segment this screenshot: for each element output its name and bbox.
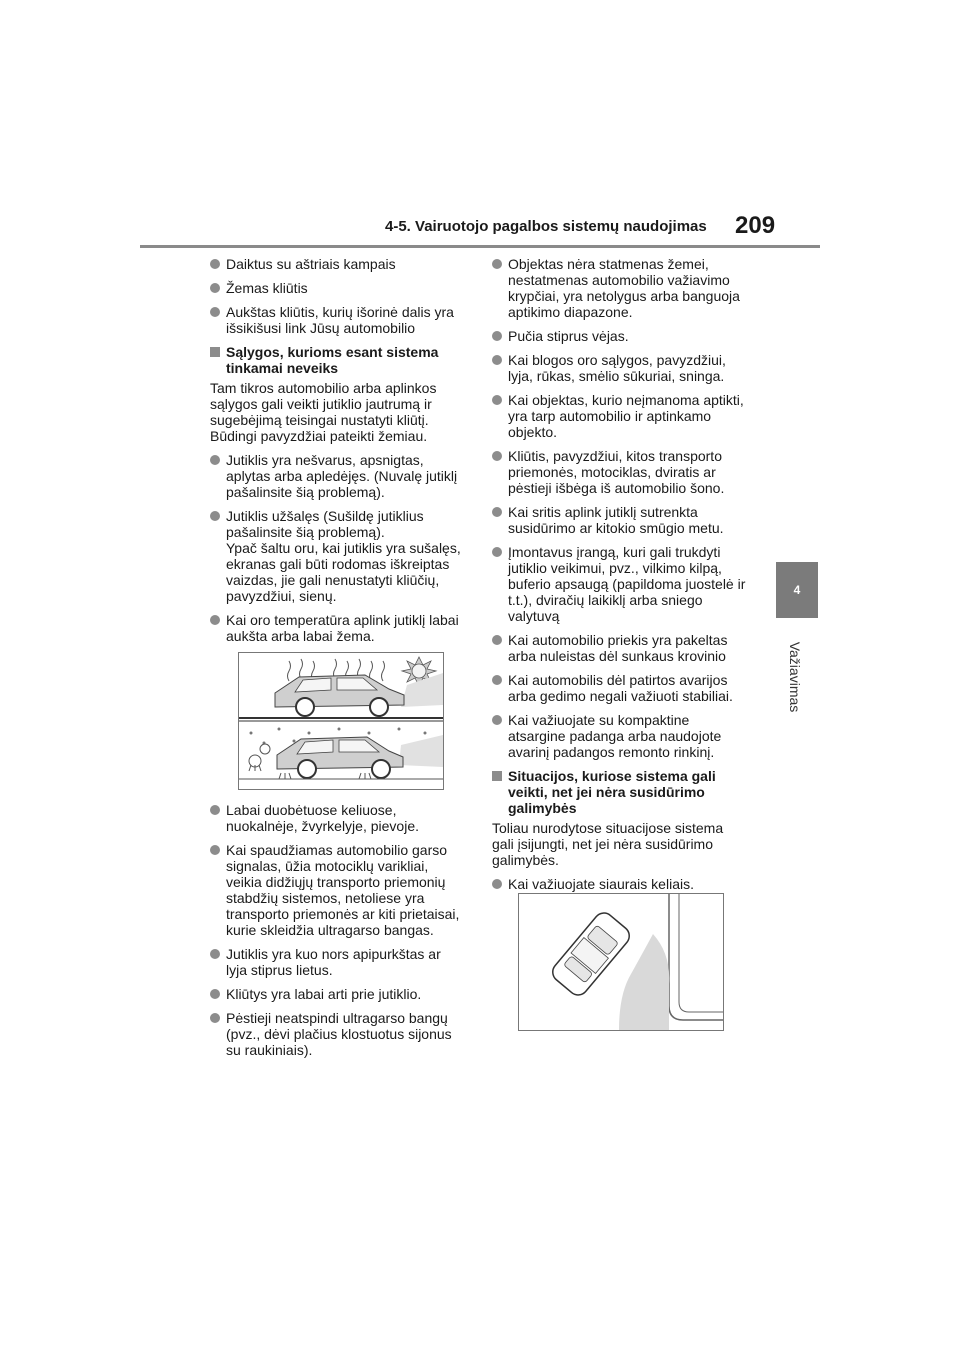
bullet-item xyxy=(210,842,458,938)
text-line: aptikimo diapazone. xyxy=(508,304,633,320)
text-line: Labai duobėtuose keliuose, xyxy=(226,802,397,818)
bullet-icon xyxy=(210,455,220,465)
bullet-icon xyxy=(492,507,502,517)
text-line: atsargine padanga arba naudojote xyxy=(508,728,722,744)
bullet-item xyxy=(210,508,461,604)
text-line: su raukiniais). xyxy=(226,1042,313,1058)
text-line: Pėstieji neatspindi ultragarso bangų xyxy=(226,1010,448,1026)
text-line: Objektas nėra statmenas žemei, xyxy=(508,256,709,272)
bullet-item xyxy=(492,876,740,892)
text-line: pašalinsite šią problemą). xyxy=(226,524,385,540)
section-square-icon xyxy=(210,347,220,357)
text-line: t.t.), dviračių laikiklį arba sniego xyxy=(508,592,703,608)
bullet-item xyxy=(492,712,740,760)
bullet-icon xyxy=(492,879,502,889)
bullet-icon xyxy=(492,331,502,341)
text-line: arba gedimo negali važiuoti stabiliai. xyxy=(508,688,733,704)
text-line: aukšta arba labai žema. xyxy=(226,628,375,644)
bullet-item xyxy=(210,256,458,272)
bullet-item xyxy=(210,946,458,978)
text-line: avarinį padangos remonto rinkinį. xyxy=(508,744,715,760)
text-line: transporto priemonės ar kiti prietaisai, xyxy=(226,906,460,922)
bullet-item xyxy=(492,544,746,624)
bullet-icon xyxy=(492,355,502,365)
text-line: Kai blogos oro sąlygos, pavyzdžiui, xyxy=(508,352,726,368)
text-line: pėstieji išbėga iš automobilio šono. xyxy=(508,480,725,496)
page-number: 209 xyxy=(735,212,776,239)
text-line: Situacijos, kuriose sistema gali xyxy=(508,768,716,784)
text-line: objekto. xyxy=(508,424,558,440)
paragraph xyxy=(210,380,458,444)
section-heading xyxy=(210,344,458,376)
text-line: Sąlygos, kurioms esant sistema xyxy=(226,344,439,360)
bullet-icon xyxy=(492,715,502,725)
text-line: Aukštas kliūtis, kurių išorinė dalis yra xyxy=(226,304,454,320)
bullet-item xyxy=(210,802,458,834)
text-line: Jutiklis yra kuo nors apipurkštas ar xyxy=(226,946,441,962)
section-heading xyxy=(492,768,740,816)
bullet-item xyxy=(492,632,740,664)
bullet-item xyxy=(210,452,458,500)
bullet-icon xyxy=(210,949,220,959)
header-rule xyxy=(140,245,820,248)
text-line: galimybės. xyxy=(492,852,559,868)
bullet-icon xyxy=(492,547,502,557)
car-sensor-illustration xyxy=(239,653,443,789)
text-line: Kai sritis aplink jutiklį sutrenkta xyxy=(508,504,698,520)
illustration-dirty-frozen-sensor xyxy=(238,652,444,790)
text-line: jutiklio veikimui, pvz., vilkimo kilpą, xyxy=(508,560,722,576)
section-square-icon xyxy=(492,771,502,781)
text-line: aplytas arba apledėjęs. (Nuvalę jutiklį xyxy=(226,468,458,484)
bullet-icon xyxy=(210,845,220,855)
bullet-item xyxy=(492,672,740,704)
text-line: lyja, rūkas, smėlio sūkuriai, sninga. xyxy=(508,368,725,384)
bullet-icon xyxy=(492,675,502,685)
bullet-icon xyxy=(492,635,502,645)
text-line: Daiktus su aštriais kampais xyxy=(226,256,396,272)
text-line: gali įsijungti, net jei nėra susidūrimo xyxy=(492,836,713,852)
bullet-icon xyxy=(210,615,220,625)
bullet-item xyxy=(492,352,740,384)
bullet-item xyxy=(492,256,740,320)
bullet-icon xyxy=(210,307,220,317)
text-line: Kliūtis, pavyzdžiui, kitos transporto xyxy=(508,448,722,464)
text-line: Ypač šaltu oru, kai jutiklis yra sušalęs, xyxy=(226,540,461,556)
text-line: yra tarp automobilio ir aptinkamo xyxy=(508,408,712,424)
text-line: išsikišusi link Jūsų automobilio xyxy=(226,320,416,336)
paragraph xyxy=(492,820,740,868)
text-line: pavyzdžiui, sienų. xyxy=(226,588,337,604)
text-line: pašalinsite šią problemą). xyxy=(226,484,385,500)
text-line: Kai objektas, kurio neįmanoma aptikti, xyxy=(508,392,744,408)
text-line: susidūrimo ar kitokio smūgio metu. xyxy=(508,520,724,536)
text-line: ekranas gali būti rodomas iškreiptas xyxy=(226,556,450,572)
text-line: nuokalnėje, žvyrkelyje, pievoje. xyxy=(226,818,419,834)
bullet-item xyxy=(210,986,458,1002)
text-line: kurie skleidžia ultragarso bangas. xyxy=(226,922,434,938)
chapter-title: 4-5. Vairuotojo pagalbos sistemų naudojimas xyxy=(385,218,707,235)
text-line: arba nuleistas dėl sunkaus krovinio xyxy=(508,648,726,664)
text-line: tinkamai neveiks xyxy=(226,360,339,376)
text-line: Kai važiuojate su kompaktine xyxy=(508,712,690,728)
chapter-side-label: Važiavimas xyxy=(787,641,803,713)
text-line: Žemas kliūtis xyxy=(226,280,308,296)
bullet-icon xyxy=(210,1013,220,1023)
bullet-icon xyxy=(492,451,502,461)
text-line: Būdingi pavyzdžiai pateikti žemiau. xyxy=(210,428,428,444)
bullet-icon xyxy=(210,259,220,269)
bullet-item xyxy=(210,612,458,644)
text-line: lyja stiprus lietus. xyxy=(226,962,333,978)
text-line: Jutiklis užšalęs (Sušildę jutiklius xyxy=(226,508,424,524)
text-line: Pučia stiprus vėjas. xyxy=(508,328,629,344)
text-line: (pvz., dėvi plačius klostuotus sijonus xyxy=(226,1026,452,1042)
bullet-item xyxy=(492,504,740,536)
text-line: krypčiai, yra netolygus arba banguoja xyxy=(508,288,740,304)
chapter-tab[interactable] xyxy=(776,562,818,618)
text-line: sugebėjimą teisingai nustatyti kliūtį. xyxy=(210,412,429,428)
bullet-icon xyxy=(492,395,502,405)
text-line: Jutiklis yra nešvarus, apsnigtas, xyxy=(226,452,424,468)
bullet-icon xyxy=(210,511,220,521)
text-line: Kai spaudžiamas automobilio garso xyxy=(226,842,448,858)
text-line: veikti, net jei nėra susidūrimo xyxy=(508,784,705,800)
text-line: signalas, ūžia motociklų varikliai, xyxy=(226,858,429,874)
chapter-tab-number: 4 xyxy=(793,583,801,597)
text-line: Įmontavus įrangą, kuri gali trukdyti xyxy=(508,544,721,560)
bullet-item xyxy=(492,328,740,344)
text-line: veikia didžiųjų transporto priemonių xyxy=(226,874,446,890)
right-column xyxy=(492,256,746,900)
text-line: Kai automobilis dėl patirtos avarijos xyxy=(508,672,728,688)
bullet-item xyxy=(492,448,740,496)
illustration-narrow-road xyxy=(518,893,724,1031)
text-line: Kai automobilio priekis yra pakeltas xyxy=(508,632,728,648)
bullet-item xyxy=(210,304,458,336)
text-line: Tam tikros automobilio arba aplinkos xyxy=(210,380,437,396)
text-line: Kliūtys yra labai arti prie jutiklio. xyxy=(226,986,422,1002)
text-line: priemonės, motociklas, dviratis ar xyxy=(508,464,716,480)
bullet-item xyxy=(492,392,744,440)
bullet-item xyxy=(210,280,458,296)
text-line: nestatmenas automobilio važiavimo xyxy=(508,272,730,288)
text-line: sąlygos gali veikti jutiklio jautrumą ir xyxy=(210,396,432,412)
bullet-icon xyxy=(492,259,502,269)
bullet-icon xyxy=(210,283,220,293)
text-line: Toliau nurodytose situacijose sistema xyxy=(492,820,724,836)
text-line: buferio apsaugą (papildoma juostelė ir xyxy=(508,576,746,592)
bullet-icon xyxy=(210,805,220,815)
text-line: Kai oro temperatūra aplink jutiklį labai xyxy=(226,612,459,628)
text-line: valytuvą xyxy=(508,608,560,624)
text-line: stabdžių sistemos, netoliese yra xyxy=(226,890,425,906)
text-line: Kai važiuojate siaurais keliais. xyxy=(508,876,694,892)
text-line: galimybės xyxy=(508,800,577,816)
narrow-road-illustration xyxy=(519,894,723,1030)
bullet-icon xyxy=(210,989,220,999)
text-line: vaizdas, jie gali nenustatyti kliūčių, xyxy=(226,572,440,588)
bullet-item xyxy=(210,1010,458,1058)
